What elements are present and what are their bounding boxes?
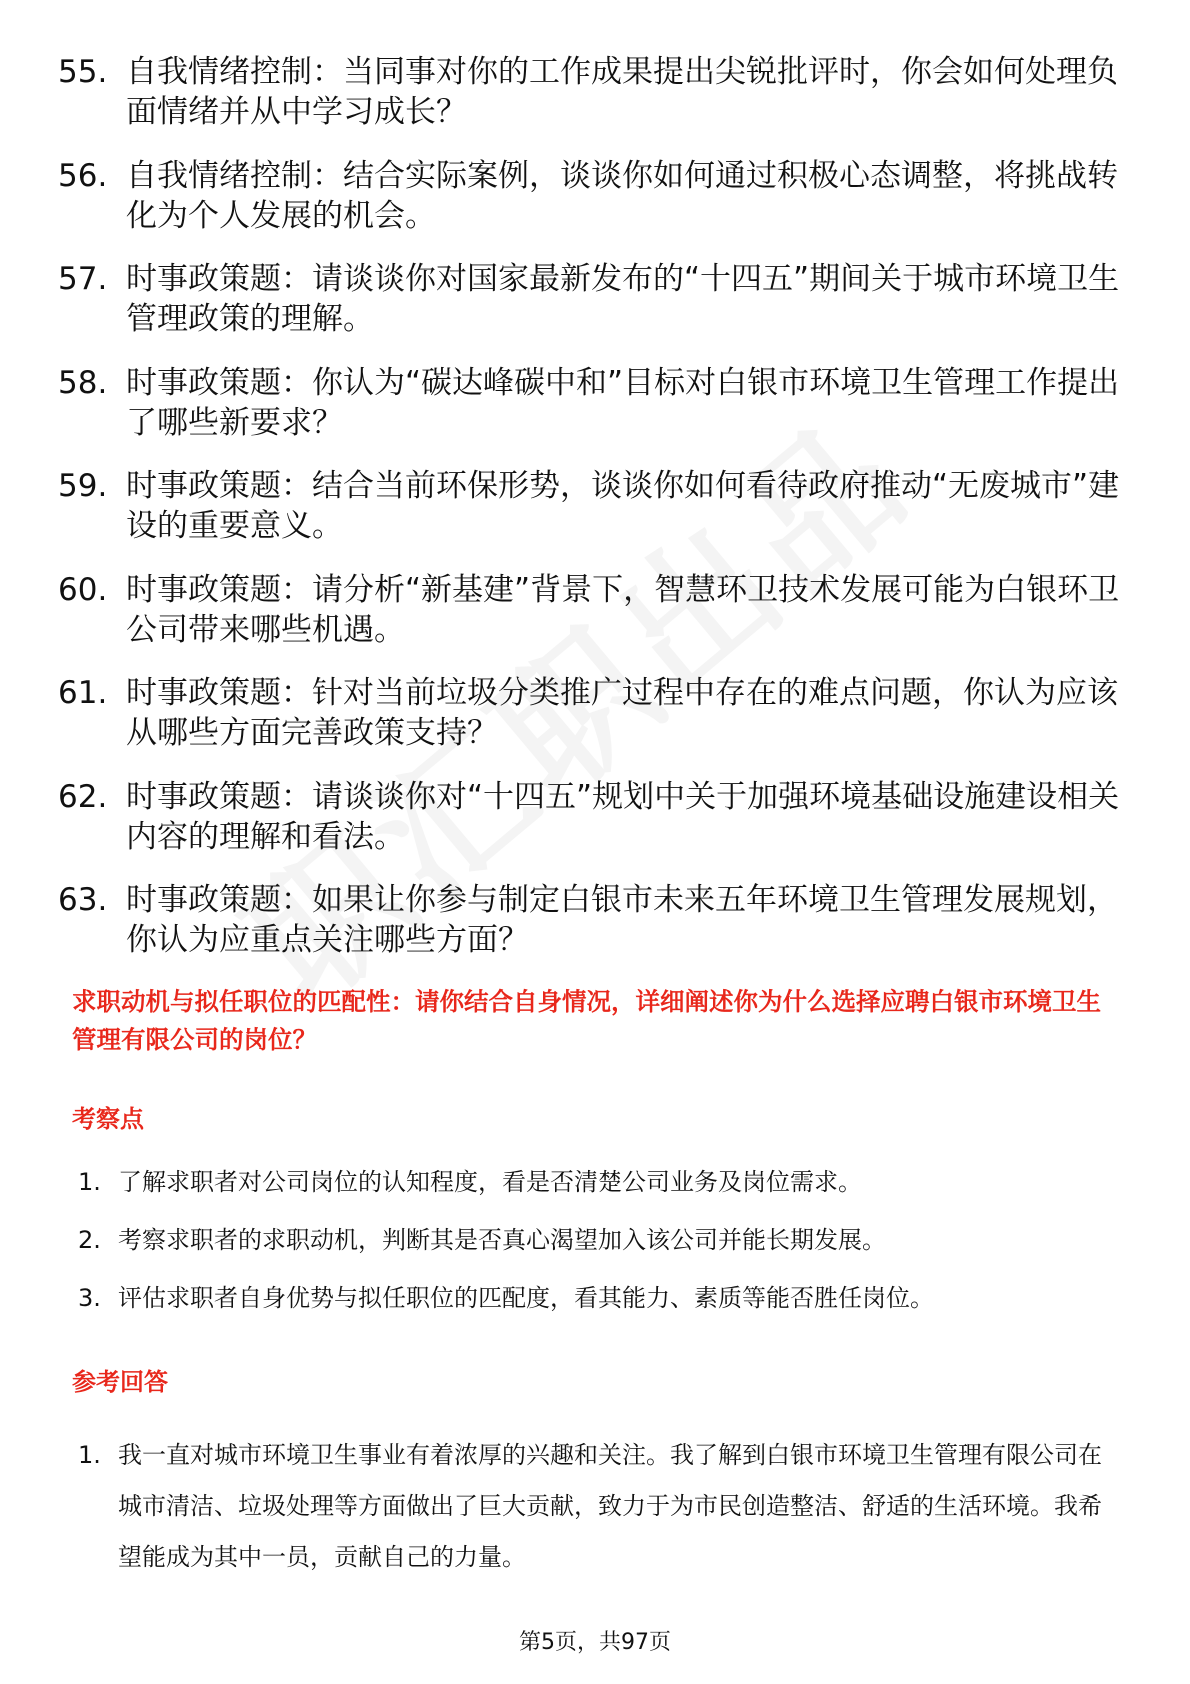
list-item bbox=[78, 1165, 1118, 1199]
question-item bbox=[58, 259, 1138, 339]
question-text: 时事政策题：请谈谈你对国家最新发布的“十四五”期间关于城市环境卫生管理政策的理解。 bbox=[126, 261, 1120, 337]
question-item bbox=[58, 52, 1138, 132]
question-number: 59. bbox=[58, 468, 108, 504]
list-text: 考察求职者的求职动机，判断其是否真心渴望加入该公司并能长期发展。 bbox=[118, 1226, 886, 1254]
list-item bbox=[78, 1223, 1118, 1257]
question-number: 57. bbox=[58, 261, 108, 297]
question-text: 自我情绪控制：当同事对你的工作成果提出尖锐批评时，你会如何处理负面情绪并从中学习成长？ bbox=[126, 54, 1118, 130]
question-item bbox=[58, 466, 1138, 546]
answer-heading: 参考回答 bbox=[72, 1368, 168, 1396]
question-text: 时事政策题：请分析“新基建”背景下，智慧环卫技术发展可能为白银环卫公司带来哪些机遇。 bbox=[126, 571, 1120, 648]
list-number: 3. bbox=[78, 1284, 101, 1312]
section-title: 求职动机与拟任职位的匹配性：请你结合自身情况，详细阐述你为什么选择应聘白银市环境卫生管理有限公司的岗位？ bbox=[72, 987, 1101, 1054]
question-text: 时事政策题：结合当前环保形势，谈谈你如何看待政府推动“无废城市”建设的重要意义。 bbox=[126, 468, 1120, 544]
list-text: 我一直对城市环境卫生事业有着浓厚的兴趣和关注。我了解到白银市环境卫生管理有限公司在城市清洁、垃圾处理等方面做出了巨大贡献，致力于为市民创造整洁、舒适的生活环境。我希望能成为其中一员，贡献自己的力量。 bbox=[118, 1441, 1102, 1571]
question-text: 时事政策题：请谈谈你对“十四五”规划中关于加强环境基础设施建设相关内容的理解和看法。 bbox=[126, 778, 1120, 855]
question-item bbox=[58, 156, 1138, 236]
list-number: 1. bbox=[78, 1168, 101, 1196]
question-number: 62. bbox=[58, 778, 108, 815]
page-footer: 第5页，共97页 bbox=[519, 1630, 671, 1655]
list-item bbox=[78, 1281, 1118, 1315]
list-text: 了解求职者对公司岗位的认知程度，看是否清楚公司业务及岗位需求。 bbox=[118, 1168, 862, 1196]
question-number: 60. bbox=[58, 571, 108, 608]
question-number: 61. bbox=[58, 675, 108, 711]
question-number: 56. bbox=[58, 157, 108, 194]
question-text: 时事政策题：针对当前垃圾分类推广过程中存在的难点问题，你认为应该从哪些方面完善政策支持？ bbox=[126, 675, 1118, 751]
question-item bbox=[58, 363, 1138, 443]
points-heading: 考察点 bbox=[72, 1105, 144, 1133]
question-item bbox=[58, 570, 1138, 650]
points-list bbox=[78, 1165, 1118, 1339]
list-number: 1. bbox=[78, 1441, 101, 1469]
question-text: 自我情绪控制：结合实际案例，谈谈你如何通过积极心态调整，将挑战转化为个人发展的机会。 bbox=[126, 157, 1118, 234]
list-number: 2. bbox=[78, 1226, 101, 1254]
question-number: 63. bbox=[58, 882, 108, 918]
question-item bbox=[58, 777, 1138, 857]
answer-list bbox=[78, 1430, 1118, 1583]
question-item bbox=[58, 880, 1138, 960]
question-list bbox=[58, 52, 1138, 984]
question-text: 时事政策题：你认为“碳达峰碳中和”目标对白银市环境卫生管理工作提出了哪些新要求？ bbox=[126, 364, 1120, 441]
question-item bbox=[58, 673, 1138, 753]
list-text: 评估求职者自身优势与拟任职位的匹配度，看其能力、素质等能否胜任岗位。 bbox=[118, 1284, 934, 1312]
question-text: 时事政策题：如果让你参与制定白银市未来五年环境卫生管理发展规划，你认为应重点关注哪些方面？ bbox=[126, 882, 1118, 958]
question-number: 58. bbox=[58, 364, 108, 401]
list-item bbox=[78, 1430, 1118, 1583]
question-number: 55. bbox=[58, 54, 108, 90]
